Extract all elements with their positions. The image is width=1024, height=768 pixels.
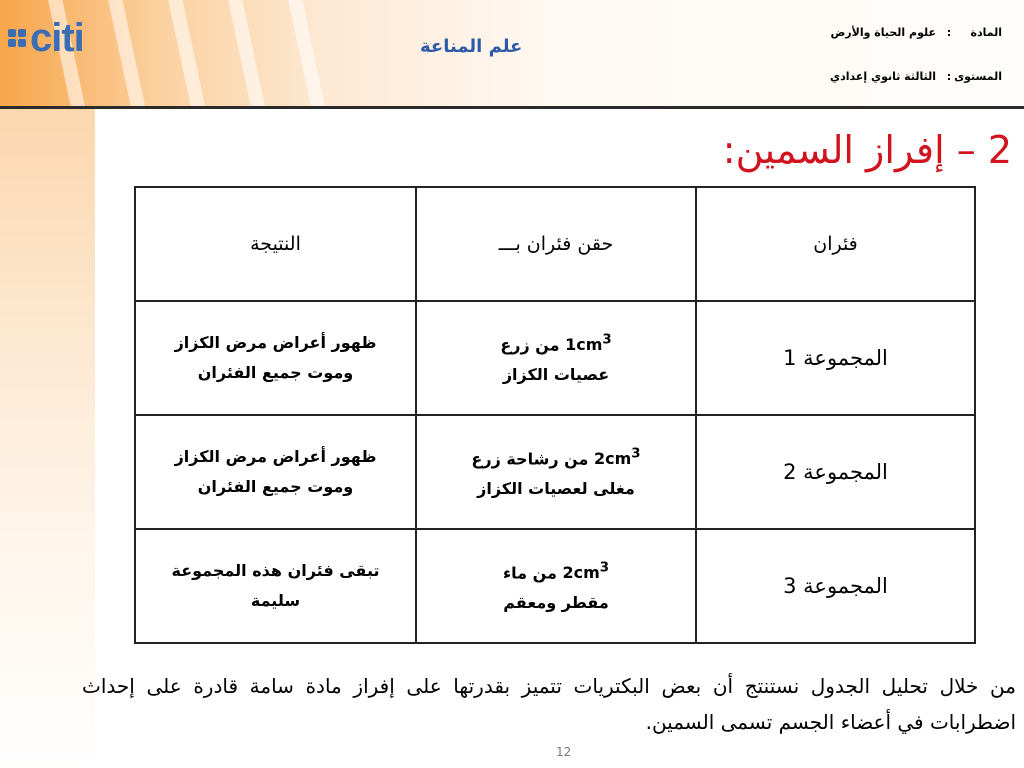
group-cell: المجموعة 1 [696,301,975,415]
group-cell: المجموعة 3 [696,529,975,643]
result-line-2: وموت جميع الفئران [197,363,354,382]
level-value: الثالثة ثانوي إعدادي [830,70,936,83]
header-decoration [225,0,270,108]
header-result: النتيجة [135,187,416,301]
slide-header [0,0,1024,108]
experiment-table [134,186,976,644]
header-decoration [165,0,210,108]
page-number: 12 [556,745,572,759]
table-row [135,301,975,415]
subject-value: علوم الحياة والأرض [830,26,936,39]
injection-line-1: $2cm^3$ من رشاحة زرع [471,446,641,469]
amount: $1cm^3$ [565,332,612,355]
injection-line-1: $2cm^3$ من ماء [502,560,610,583]
slide-title: 2 – إفراز السمين: [722,128,1012,172]
level-label: المستوى [954,70,1002,83]
injection-cell [416,529,696,643]
logo-text: citi [30,16,84,60]
injection-line-2: مقطر ومعقم [503,593,609,613]
injection-cell [416,301,696,415]
result-cell [135,301,416,415]
meta-separator: : [946,26,952,39]
result-line-2: سليمة [250,591,301,610]
result-line-1: ظهور أعراض مرض الكزاز [174,333,377,352]
group-cell: المجموعة 2 [696,415,975,529]
result-line-1: ظهور أعراض مرض الكزاز [174,447,377,466]
citi-logo [8,18,84,58]
side-decoration [0,109,95,768]
result-cell [135,529,416,643]
result-line-1: تبقى فئران هذه المجموعة [171,561,380,580]
subject-title: علم المناعة [420,36,523,57]
amount: $2cm^3$ [593,446,641,469]
header-divider [0,106,1024,109]
logo-squares-icon [8,29,26,47]
header-decoration [105,0,150,108]
table-row [135,415,975,529]
header-mice: فئران [696,187,975,301]
result-cell [135,415,416,529]
header-injection: حقن فئران بـــ [416,187,696,301]
level-meta [830,70,1002,83]
injection-cell [416,415,696,529]
injection-line-2: مغلى لعصيات الكزاز [477,479,635,499]
subject-label: المادة [970,26,1002,39]
table-header-row [135,187,975,301]
result-line-2: وموت جميع الفئران [197,477,354,496]
injection-line-2: عصيات الكزاز [502,365,610,385]
conclusion-text: من خلال تحليل الجدول نستنتج أن بعض البكتريات تتميز بقدرتها على إفراز مادة سامة قادرة على إحداث اضطرابات في أعضاء الجسم تسمى السمين. [82,674,1016,734]
injection-line-1: $1cm^3$ من زرع [500,332,612,355]
table-row [135,529,975,643]
header-decoration [285,0,330,108]
meta-separator: : [946,70,952,83]
subject-meta [831,26,1003,39]
amount: $2cm^3$ [562,560,610,583]
